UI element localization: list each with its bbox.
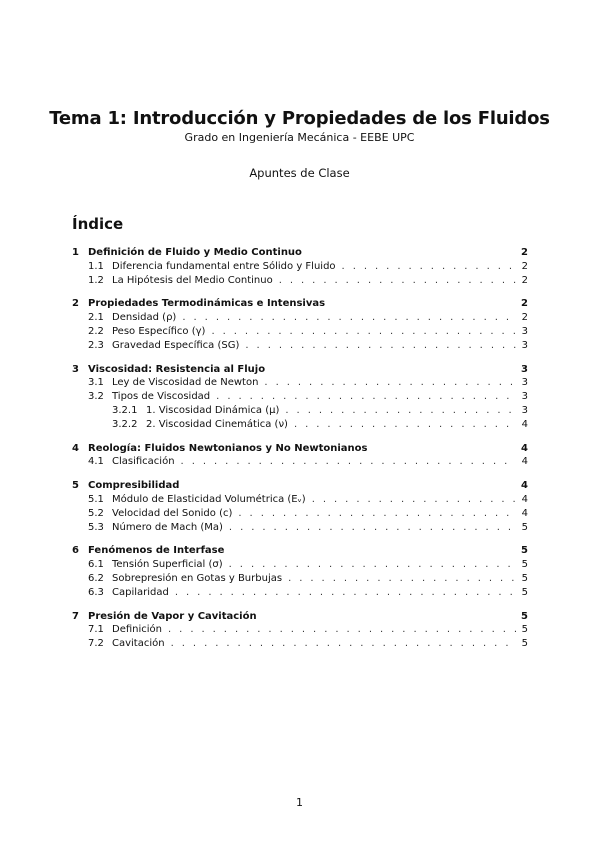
dot-leader [279, 404, 516, 418]
toc-number: 1.1 [88, 260, 104, 272]
toc-page: 2 [521, 312, 528, 324]
toc-label: Sobrepresión en Gotas y Burbujas [112, 572, 283, 584]
toc-entry[interactable] [72, 311, 528, 325]
toc-page: 5 [521, 638, 528, 650]
toc-entry[interactable] [72, 260, 528, 274]
toc-entry[interactable] [72, 246, 528, 260]
toc-entry[interactable] [72, 623, 528, 637]
toc-label: Diferencia fundamental entre Sólido y Fluido [112, 260, 336, 272]
toc-section-7 [72, 610, 528, 651]
table-of-contents [72, 246, 528, 661]
toc-entry[interactable] [72, 455, 528, 469]
toc-page: 3 [521, 363, 528, 375]
dot-leader [176, 311, 516, 325]
toc-number: 6.1 [88, 559, 104, 571]
toc-number: 7.2 [88, 638, 104, 650]
toc-page: 5 [521, 624, 528, 636]
toc-number: 4 [72, 442, 79, 454]
toc-label: Reología: Fluidos Newtonianos y No Newtonianos [88, 442, 368, 454]
toc-entry[interactable] [72, 507, 528, 521]
dot-leader [273, 274, 516, 288]
toc-section-6 [72, 544, 528, 599]
toc-page: 5 [521, 521, 528, 533]
toc-label: La Hipótesis del Medio Continuo [112, 274, 273, 286]
toc-heading: Índice [72, 215, 124, 233]
notes-label: Apuntes de Clase [249, 166, 350, 180]
toc-number: 2.1 [88, 312, 104, 324]
toc-label: Peso Específico (γ) [112, 325, 206, 337]
toc-entry[interactable] [72, 418, 528, 432]
toc-entry[interactable] [72, 544, 528, 558]
page-number: 1 [296, 796, 303, 809]
toc-page: 2 [521, 247, 528, 258]
toc-entry[interactable] [72, 610, 528, 624]
toc-page: 4 [521, 418, 528, 430]
toc-label: Presión de Vapor y Cavitación [88, 610, 257, 622]
toc-page: 5 [521, 545, 528, 557]
toc-number: 7.1 [88, 624, 104, 636]
toc-entry[interactable] [72, 493, 528, 507]
toc-entry[interactable] [72, 363, 528, 377]
toc-page: 3 [521, 377, 528, 389]
toc-label: Compresibilidad [88, 480, 180, 492]
toc-number: 4.1 [88, 456, 104, 468]
dot-leader [239, 339, 516, 353]
toc-entry[interactable] [72, 572, 528, 586]
dot-leader [288, 418, 516, 432]
dot-leader [162, 623, 516, 637]
toc-page: 3 [521, 339, 528, 351]
document-title: Tema 1: Introducción y Propiedades de los Fluidos [49, 108, 550, 129]
toc-number: 6.2 [88, 572, 104, 584]
toc-number: 5.1 [88, 493, 104, 505]
toc-page: 4 [521, 456, 528, 468]
toc-label: 1. Viscosidad Dinámica (μ) [146, 404, 280, 416]
toc-page: 5 [521, 586, 528, 598]
toc-section-2 [72, 297, 528, 352]
dot-leader [282, 572, 516, 586]
toc-label: Densidad (ρ) [112, 312, 177, 324]
dot-leader [169, 586, 516, 600]
toc-number: 1 [72, 247, 79, 258]
toc-page: 3 [521, 391, 528, 403]
toc-page: 2 [521, 260, 528, 272]
toc-number: 5 [72, 480, 79, 492]
toc-section-3 [72, 363, 528, 432]
toc-number: 3.1 [88, 377, 104, 389]
toc-entry[interactable] [72, 637, 528, 651]
dot-leader [306, 493, 516, 507]
toc-entry[interactable] [72, 558, 528, 572]
toc-entry[interactable] [72, 479, 528, 493]
dot-leader [336, 260, 516, 274]
dot-leader [223, 521, 516, 535]
toc-page: 4 [521, 480, 528, 492]
toc-page: 4 [521, 442, 528, 454]
toc-number: 2.3 [88, 339, 104, 351]
toc-number: 3 [72, 363, 79, 375]
toc-entry[interactable] [72, 390, 528, 404]
toc-number: 6.3 [88, 586, 104, 598]
toc-label: Número de Mach (Ma) [112, 521, 223, 533]
toc-label: Definición [112, 624, 162, 636]
document-subtitle: Grado en Ingeniería Mecánica - EEBE UPC [184, 131, 415, 144]
toc-page: 2 [521, 274, 528, 286]
toc-entry[interactable] [72, 586, 528, 600]
toc-page: 5 [521, 559, 528, 571]
toc-page: 4 [521, 507, 528, 519]
toc-page: 5 [521, 572, 528, 584]
toc-label: Clasificación [112, 456, 175, 468]
toc-entry[interactable] [72, 404, 528, 418]
toc-label: Gravedad Específica (SG) [112, 339, 240, 351]
toc-page: 2 [521, 298, 528, 310]
toc-page: 4 [521, 493, 528, 505]
toc-label: Tensión Superficial (σ) [112, 559, 223, 571]
dot-leader [232, 507, 516, 521]
toc-entry[interactable] [72, 274, 528, 288]
toc-entry[interactable] [72, 521, 528, 535]
dot-leader [175, 455, 516, 469]
toc-section-4 [72, 442, 528, 470]
toc-number: 1.2 [88, 274, 104, 286]
toc-number: 3.2.1 [112, 404, 138, 416]
toc-label: Capilaridad [112, 586, 169, 598]
toc-page: 3 [521, 404, 528, 416]
toc-number: 2.2 [88, 325, 104, 337]
toc-number: 2 [72, 298, 79, 310]
toc-page: 3 [521, 325, 528, 337]
dot-leader [165, 637, 516, 651]
toc-entry[interactable] [72, 339, 528, 353]
toc-entry[interactable] [72, 297, 528, 311]
dot-leader [223, 558, 516, 572]
toc-label: 2. Viscosidad Cinemática (ν) [146, 418, 288, 430]
toc-number: 7 [72, 610, 79, 622]
dot-leader [205, 325, 516, 339]
toc-number: 6 [72, 545, 79, 557]
dot-leader [210, 390, 516, 404]
toc-label: Definición de Fluido y Medio Continuo [88, 247, 302, 258]
toc-number: 3.2 [88, 391, 104, 403]
toc-label: Cavitación [112, 638, 165, 650]
toc-number: 5.3 [88, 521, 104, 533]
toc-label: Viscosidad: Resistencia al Flujo [88, 363, 266, 375]
toc-label: Módulo de Elasticidad Volumétrica (Eᵥ) [112, 493, 306, 505]
toc-number: 3.2.2 [112, 418, 138, 430]
toc-entry[interactable] [72, 442, 528, 456]
toc-label: Propiedades Termodinámicas e Intensivas [88, 298, 326, 310]
toc-entry[interactable] [72, 325, 528, 339]
dot-leader [258, 376, 516, 390]
toc-label: Fenómenos de Interfase [88, 545, 225, 557]
toc-entry[interactable] [72, 376, 528, 390]
toc-label: Velocidad del Sonido (c) [112, 507, 233, 519]
toc-number: 5.2 [88, 507, 104, 519]
toc-section-5 [72, 479, 528, 534]
toc-section-1 [72, 246, 528, 287]
toc-page: 5 [521, 610, 528, 622]
toc-label: Ley de Viscosidad de Newton [112, 377, 259, 389]
toc-label: Tipos de Viscosidad [112, 391, 211, 403]
